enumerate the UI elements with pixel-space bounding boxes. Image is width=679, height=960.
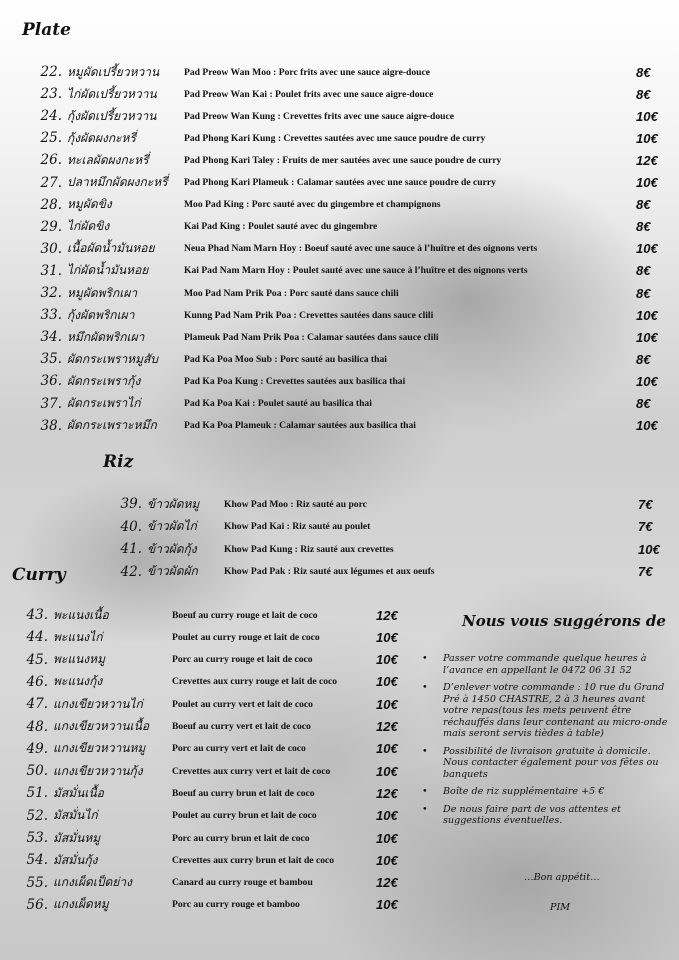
menu-item [10, 627, 410, 647]
item-price: 10€ [376, 652, 398, 668]
item-description: Moo Pad King : Porc sauté avec du gingembre et champignons [184, 199, 441, 211]
bullet-icon: • [422, 803, 428, 815]
suggestion-item [418, 746, 673, 781]
item-description: Kai Pad Nam Marn Hoy : Poulet sauté avec une sauce à l’huître et des oignons verts [184, 265, 528, 277]
item-price: 8€ [636, 396, 651, 411]
item-number: 31. [40, 262, 62, 279]
item-price: 10€ [376, 852, 398, 868]
item-price: 10€ [636, 130, 658, 146]
item-number: 40. [120, 518, 142, 535]
item-description: Porc au curry brun et lait de coco [172, 832, 310, 844]
suggestion-item [418, 682, 673, 740]
suggestion-text: Possibilité de livraison gratuite à domicile. Nous contacter également pour vos fêtes ou banquets [443, 745, 659, 780]
item-description: Poulet au curry brun et lait de coco [172, 810, 317, 822]
menu-item [10, 739, 410, 759]
item-number: 29. [40, 218, 62, 235]
item-price: 8€ [636, 64, 651, 80]
item-number: 24. [40, 108, 62, 125]
item-price: 10€ [376, 629, 398, 645]
closing-greeting: …Bon appétit… [524, 872, 600, 883]
section-title-riz: Riz [103, 452, 134, 472]
item-thai-name: กุ้งผัดพริกเผา [67, 307, 135, 322]
item-thai-name: ไก่ผัดขิง [67, 219, 110, 234]
item-thai-name: หมูผัดเปรี้ยวหวาน [67, 64, 160, 79]
item-description: Boeuf au curry vert et lait de coco [172, 721, 311, 732]
item-number: 22. [40, 64, 62, 80]
item-price: 10€ [636, 373, 658, 389]
item-price: 10€ [636, 418, 658, 434]
menu-item [14, 394, 664, 414]
item-description: Crevettes aux curry rouge et lait de coco [172, 676, 338, 688]
item-price: 8€ [636, 197, 651, 213]
menu-item [10, 806, 410, 826]
item-number: 30. [40, 240, 62, 257]
menu-item [116, 494, 666, 514]
item-price: 10€ [638, 541, 660, 557]
item-number: 36. [40, 373, 62, 390]
menu-item [10, 895, 410, 915]
item-number: 47. [26, 696, 48, 713]
suggestion-text: Boîte de riz supplémentaire +5 € [443, 786, 605, 797]
suggestion-text: D’enlever votre commande : 10 rue du Grand Pré à 1450 CHASTRE, 2 à 3 heures avant votre repas(tous les mets peuvent être réchauffés dans leur contenant au micro-onde mais seront servis tièdes à table) [443, 682, 668, 739]
item-number: 53. [26, 830, 48, 846]
item-description: Poulet au curry rouge et lait de coco [172, 631, 320, 643]
item-number: 23. [40, 86, 62, 103]
item-number: 49. [26, 740, 48, 757]
menu-item [14, 195, 664, 215]
item-thai-name: แกงเขียวหวานหมู [53, 741, 146, 756]
item-price: 12€ [636, 152, 658, 168]
item-price: 8€ [636, 86, 651, 102]
bullet-icon: • [422, 786, 428, 797]
item-thai-name: เนื้อผัดน้ำมันหอย [67, 241, 155, 256]
bullet-icon: • [422, 745, 428, 757]
menu-item [14, 416, 664, 436]
menu-item [14, 349, 664, 369]
item-number: 51. [26, 785, 48, 802]
item-number: 27. [40, 174, 62, 191]
item-number: 56. [26, 896, 48, 913]
item-thai-name: มัสมั่นหมู [53, 830, 101, 845]
menu-item [14, 217, 664, 237]
item-price: 10€ [636, 108, 658, 124]
item-price: 8€ [636, 351, 651, 367]
item-thai-name: ผัดกระเพรากุ้ง [67, 373, 141, 388]
suggestions-list [418, 653, 673, 833]
item-number: 44. [26, 629, 48, 646]
item-price: 10€ [636, 307, 658, 323]
item-thai-name: ทะเลผัดผงกะหรี่ [67, 152, 149, 167]
item-description: Kunng Pad Nam Prik Poa : Crevettes sautées dans sauce clili [184, 309, 434, 321]
menu-item [10, 650, 410, 670]
item-number: 37. [40, 395, 62, 412]
menu-item [116, 562, 666, 582]
menu-item [14, 128, 664, 148]
item-price: 7€ [638, 564, 653, 579]
item-thai-name: แกงเผ็ดเป็ดย่าง [53, 875, 132, 890]
item-number: 32. [40, 285, 62, 301]
item-number: 38. [40, 417, 62, 434]
bullet-icon: • [422, 653, 428, 664]
menu-item [10, 828, 410, 848]
item-thai-name: มัสมั่นไก่ [53, 808, 98, 823]
item-thai-name: ผัดกระเพราหมูสับ [67, 351, 158, 366]
menu-item [10, 761, 410, 781]
item-thai-name: ผัดกระเพราะหมึก [67, 418, 157, 433]
item-description: Pad Ka Poa Plameuk : Calamar sautées aux basilica thai [184, 420, 416, 432]
item-thai-name: ไก่ผัดน้ำมันหอย [67, 263, 149, 278]
menu-item [10, 605, 410, 625]
item-description: Pad Preow Wan Kung : Crevettes frits avec une sauce aigre-douce [184, 110, 455, 122]
item-thai-name: ข้าวผัดไก่ [147, 519, 197, 533]
section-title-plate: Plate [22, 20, 71, 40]
item-description: Moo Pad Nam Prik Poa : Porc sauté dans sauce chili [184, 287, 399, 299]
item-description: Pad Phong Kari Plameuk : Calamar sautées avec une sauce poudre de curry [184, 177, 496, 188]
item-price: 10€ [636, 241, 658, 257]
item-number: 33. [40, 307, 62, 324]
item-description: Canard au curry rouge et bambou [172, 877, 313, 889]
item-description: Plameuk Pad Nam Prik Poa : Calamar sautées dans sauce clili [184, 331, 439, 343]
item-thai-name: ผัดกระเพราไก่ [67, 396, 141, 410]
item-price: 12€ [376, 875, 398, 891]
menu-item [10, 694, 410, 714]
item-thai-name: กุ้งผัดผงกะหรี่ [67, 130, 136, 145]
item-description: Khow Pad Kai : Riz sauté au poulet [224, 521, 371, 532]
item-number: 55. [26, 874, 48, 891]
item-thai-name: พะแนงไก่ [53, 629, 103, 644]
item-price: 8€ [636, 219, 651, 235]
item-number: 34. [40, 329, 62, 346]
item-description: Crevettes aux curry vert et lait de coco [172, 765, 331, 777]
menu-item [14, 106, 664, 126]
item-number: 50. [26, 763, 48, 780]
item-thai-name: พะแนงกุ้ง [53, 674, 103, 689]
item-description: Porc au curry vert et lait de coco [172, 743, 306, 755]
suggestion-item [418, 653, 673, 676]
item-thai-name: ข้าวผัดกุ้ง [147, 541, 197, 556]
item-description: Pad Ka Poa Kai : Poulet sauté au basilica thai [184, 398, 372, 409]
menu-item [14, 371, 664, 391]
item-number: 25. [40, 130, 62, 147]
item-thai-name: ไก่ผัดเปรี้ยวหวาน [67, 86, 157, 101]
menu-item [10, 873, 410, 893]
item-price: 10€ [376, 763, 398, 779]
item-number: 46. [26, 673, 48, 690]
item-thai-name: ข้าวผัดหมู [147, 496, 200, 511]
menu-item [14, 62, 664, 82]
item-price: 10€ [376, 674, 398, 690]
menu-item [10, 783, 410, 803]
menu-item [14, 84, 664, 104]
item-description: Pad Preow Wan Moo : Porc frits avec une sauce aigre-douce [184, 66, 431, 78]
signature: PIM [550, 902, 571, 913]
item-number: 39. [120, 496, 142, 512]
item-number: 42. [120, 563, 142, 580]
item-thai-name: หมูผัดขิง [67, 197, 112, 212]
item-thai-name: กุ้งผัดเปรี้ยวหวาน [67, 108, 157, 123]
menu-item [116, 517, 666, 537]
item-price: 8€ [636, 285, 651, 301]
item-price: 10€ [376, 830, 398, 846]
suggestion-text: De nous faire part de vos attentes et suggestions éventuelles. [443, 803, 621, 826]
item-description: Pad Preow Wan Kai : Poulet frits avec une sauce aigre-douce [184, 88, 434, 100]
item-price: 10€ [376, 741, 398, 757]
item-thai-name: แกงเขียวหวานกุ้ง [53, 763, 143, 778]
item-thai-name: พะแนงเนื้อ [53, 607, 109, 622]
item-thai-name: ปลาหมึกผัดผงกะหรี่ [67, 175, 168, 189]
menu-item [14, 327, 664, 347]
menu-item [116, 539, 666, 559]
item-description: Poulet au curry vert et lait de coco [172, 698, 313, 710]
item-number: 52. [26, 807, 48, 824]
item-thai-name: แกงเขียวหวานเนื้อ [53, 719, 150, 733]
menu-item [14, 173, 664, 193]
item-thai-name: หมูผัดพริกเผา [67, 285, 138, 300]
item-thai-name: มัสมั่นกุ้ง [53, 852, 98, 867]
item-description: Boeuf au curry rouge et lait de coco [172, 609, 318, 621]
menu-item [10, 717, 410, 737]
menu-item [14, 283, 664, 303]
item-description: Neua Phad Nam Marn Hoy : Boeuf sauté avec une sauce à l’huître et des oignons verts [184, 243, 538, 255]
menu-item [14, 261, 664, 281]
item-number: 28. [40, 196, 62, 213]
item-number: 26. [40, 152, 62, 169]
item-description: Porc au curry rouge et bamboo [172, 899, 300, 911]
item-description: Khow Pad Moo : Riz sauté au porc [224, 498, 367, 510]
item-price: 12€ [376, 785, 398, 801]
item-price: 7€ [638, 496, 653, 512]
item-thai-name: พะแนงหมู [53, 652, 105, 667]
section-title-curry: Curry [12, 565, 66, 585]
item-description: Porc au curry rouge et lait de coco [172, 654, 313, 666]
item-number: 45. [26, 651, 48, 668]
item-price: 10€ [376, 808, 398, 824]
bullet-icon: • [422, 682, 428, 693]
menu-item [10, 850, 410, 870]
item-thai-name: แกงเขียวหวานไก่ [53, 696, 143, 711]
item-thai-name: หมึกผัดพริกเผา [67, 329, 145, 344]
item-thai-name: ข้าวผัดผัก [147, 564, 198, 578]
item-price: 10€ [376, 696, 398, 712]
item-price: 10€ [636, 329, 658, 345]
item-thai-name: มัสมั่นเนื้อ [53, 785, 104, 800]
item-description: Pad Ka Poa Moo Sub : Porc sauté au basilica thai [184, 353, 387, 365]
item-number: 35. [40, 351, 62, 368]
item-price: 12€ [376, 719, 398, 734]
item-number: 54. [26, 852, 48, 869]
item-price: 10€ [376, 897, 398, 913]
suggestion-text: Passer votre commande quelque heures à l’avance en appellant le 0472 06 31 52 [443, 653, 647, 676]
suggestion-item [418, 786, 673, 798]
suggestion-item [418, 804, 673, 827]
item-description: Kai Pad King : Poulet sauté avec du gingembre [184, 221, 378, 233]
item-number: 41. [120, 541, 142, 557]
item-price: 12€ [376, 607, 398, 623]
item-description: Khow Pad Pak : Riz sauté aux légumes et aux oeufs [224, 566, 435, 577]
item-description: Crevettes aux curry brun et lait de coco [172, 854, 335, 866]
menu-item [10, 672, 410, 692]
item-price: 8€ [636, 263, 651, 279]
item-description: Boeuf au curry brun et lait de coco [172, 787, 315, 799]
item-number: 48. [26, 718, 48, 735]
menu-item [14, 150, 664, 170]
item-description: Pad Ka Poa Kung : Crevettes sautées aux basilica thai [184, 375, 406, 387]
item-price: 10€ [636, 175, 658, 190]
item-description: Pad Phong Kari Taley : Fruits de mer sautées avec une sauce poudre de curry [184, 154, 502, 166]
item-thai-name: แกงเผ็ดหมู [53, 897, 109, 912]
menu-item [14, 305, 664, 325]
item-description: Pad Phong Kari Kung : Crevettes sautées avec une sauce poudre de curry [184, 132, 486, 144]
item-price: 7€ [638, 519, 653, 534]
menu-item [14, 239, 664, 259]
item-number: 43. [26, 607, 48, 623]
item-description: Khow Pad Kung : Riz sauté aux crevettes [224, 543, 394, 555]
suggestions-title: Nous vous suggérons de [462, 612, 666, 630]
